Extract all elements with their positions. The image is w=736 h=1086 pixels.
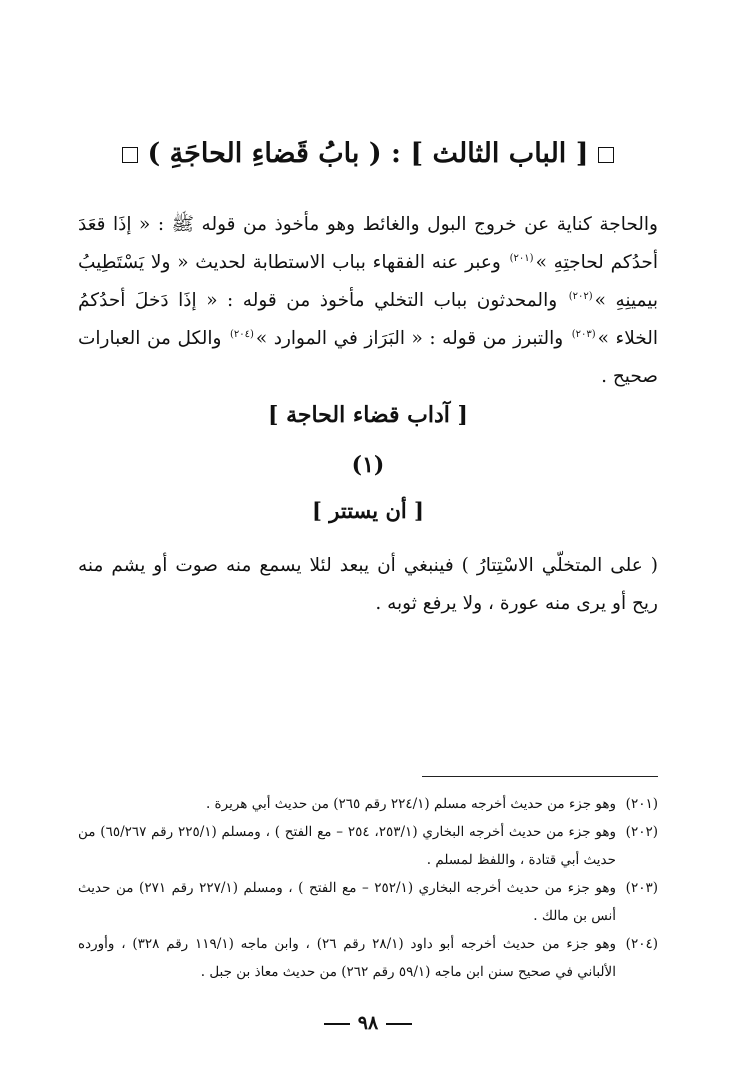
dash-right	[386, 1023, 412, 1025]
footnote-number: (٢٠٢)	[625, 824, 658, 840]
intro-sentence-2: وعبر عنه الفقهاء بباب الاستطابة لحديث « ولا يَسْتَطِيبُ بيمينِهِ »	[78, 252, 658, 311]
dash-left	[324, 1023, 350, 1025]
footnotes	[78, 790, 658, 986]
page-number-text: ٩٨	[357, 1012, 379, 1034]
intro-paragraph	[78, 206, 658, 396]
box-ornament-left	[122, 147, 138, 163]
section-subheading: [ أن يستتر ]	[312, 498, 424, 523]
footnote-ref-202: (٢٠٢)	[568, 290, 593, 302]
box-ornament-right	[598, 147, 614, 163]
footnote-text: وهو جزء من حديث أخرجه مسلم (٢٢٤/١ رقم ٢٦٥) من حديث أبي هريرة .	[205, 796, 616, 812]
intro-sentence-1: والحاجة كناية عن خروج البول والغائط وهو مأخوذ من قوله ﷺ : « إذَا قعَدَ أحدُكم لحاجتِهِ »	[78, 214, 659, 273]
footnote-203	[78, 874, 658, 930]
footnote-number: (٢٠١)	[625, 796, 658, 812]
section-heading: [ آداب قضاء الحاجة ]	[268, 402, 468, 428]
intro-sentence-5: والكل من العبارات صحيح .	[78, 328, 658, 387]
rule-paragraph: ( على المتخلّي الاسْتِتارُ ) فينبغي أن يبعد لئلا يسمع منه صوت أو يشم منه ريح أو يرى منه عورة ، ولا يرفع ثوبه .	[78, 555, 658, 614]
page-number	[0, 1012, 736, 1034]
section-number: (١)	[351, 452, 385, 478]
intro-sentence-4: والتبرز من قوله : « البَرَاز في الموارد »	[255, 328, 564, 349]
intro-sentence-3: والمحدثون بباب التخلي مأخوذ من قوله : « إذَا دَخلَ أحدُكمُ الخلاء »	[78, 290, 658, 349]
footnote-divider	[422, 776, 658, 777]
chapter-title	[60, 138, 676, 169]
footnote-number: (٢٠٤)	[625, 936, 658, 952]
footnote-number: (٢٠٣)	[625, 880, 658, 896]
footnote-201	[78, 790, 658, 818]
footnote-text: وهو جزء من حديث أخرجه البخاري (٢٥٣/١، ٢٥٤ – مع الفتح ) ، ومسلم (٢٢٥/١ رقم ٦٥/٢٦٧) من حديث أبي قتادة ، واللفظ لمسلم .	[78, 824, 617, 868]
chapter-title-text: [ الباب الثالث ] : ( بابُ قَضاءِ الحاجَةِ )	[147, 138, 589, 169]
footnote-ref-204: (٢٠٤)	[229, 328, 254, 340]
footnote-ref-201: (٢٠١)	[509, 252, 534, 264]
footnote-ref-203: (٢٠٣)	[571, 328, 596, 340]
footnote-text: وهو جزء من حديث أخرجه أبو داود (٢٨/١ رقم ٢٦) ، وابن ماجه (١١٩/١ رقم ٣٢٨) ، وأورده الألباني في صحيح سنن ابن ماجه (٥٩/١ رقم ٢٦٢) من حديث معاذ بن جبل .	[78, 936, 616, 980]
footnote-204	[78, 930, 658, 986]
footnote-202	[78, 818, 658, 874]
footnote-text: وهو جزء من حديث أخرجه البخاري (٢٥٢/١ – مع الفتح ) ، ومسلم (٢٢٧/١ رقم ٢٧١) من حديث أنس بن مالك .	[78, 880, 617, 924]
